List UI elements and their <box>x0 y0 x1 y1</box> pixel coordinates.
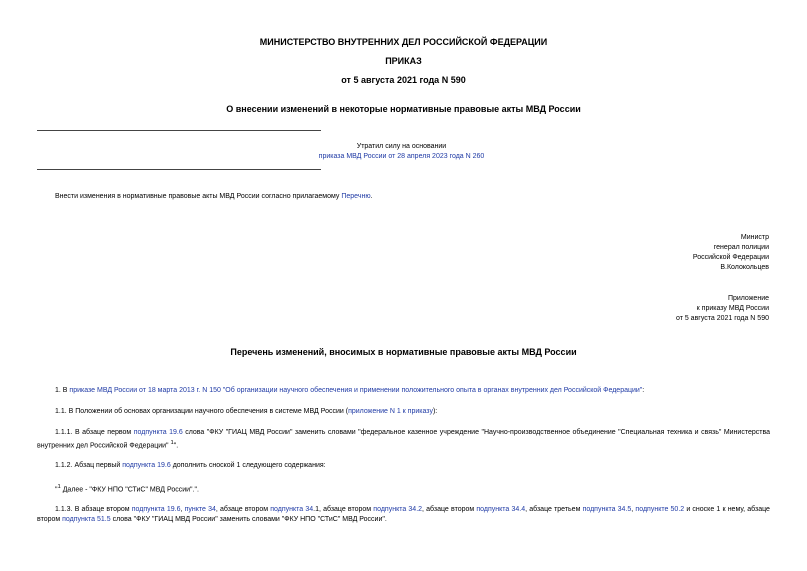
item-1-1-1 <box>37 428 770 451</box>
footnote-text <box>55 482 199 495</box>
link-34-5[interactable]: подпункта 34.5 <box>582 506 632 513</box>
appendix-1-link[interactable]: приложение N 1 к приказу <box>348 408 433 415</box>
sep-5: , абзаце третьем <box>525 506 583 513</box>
appendix-order: к приказу МВД России <box>696 305 769 312</box>
document-subject: О внесении изменений в некоторые нормативные правовые акты МВД России <box>226 104 581 114</box>
footnote-quote: " <box>55 486 58 494</box>
item-1-1-1-a: 1.1.1. В абзаце первом <box>55 429 134 436</box>
item-1-1-3 <box>37 505 770 525</box>
subpoint-19-6-link-2[interactable]: подпункта 19.6 <box>122 462 171 469</box>
item-1-1-1-d: ". <box>173 442 179 450</box>
link-34-4[interactable]: подпункта 34.4 <box>476 506 526 513</box>
sep-1: , <box>180 506 185 513</box>
link-34-1[interactable]: подпункта 34 <box>270 506 314 513</box>
document-date-number: от 5 августа 2021 года N 590 <box>341 75 466 85</box>
item-1-1-post: ): <box>432 408 438 415</box>
divider-bottom <box>37 169 321 170</box>
footnote-mark: 1 <box>170 440 174 446</box>
link-34-2[interactable]: подпункта 34.2 <box>373 506 423 513</box>
signature-position: Министр <box>740 234 769 241</box>
repeal-order-link[interactable]: приказа МВД России от 28 апреля 2023 года N 260 <box>318 153 485 160</box>
intro-end: . <box>370 193 373 200</box>
item-1-1-3-a: 1.1.3. В абзаце втором <box>55 506 132 513</box>
item-1-1-2 <box>55 461 326 471</box>
list-link[interactable]: Перечню <box>341 193 371 200</box>
item-1-1 <box>55 407 437 417</box>
appendix-label: Приложение <box>727 295 769 302</box>
link-19-6[interactable]: подпункта 19.6 <box>131 506 181 513</box>
signature-name: В.Колокольцев <box>720 264 769 271</box>
sep-4: , абзаце втором <box>422 506 477 513</box>
item-1-1-1-b: слова "ФКУ "ГИАЦ МВД России" заменить словами "федеральное казенное учреждение "Научно-производственное объединение "Специальная техника и связь" Министерства внутренних дел Российской Федерации" <box>37 429 770 450</box>
link-50-2[interactable]: подпункте 50.2 <box>635 506 685 513</box>
intro-text: Внести изменения в нормативные правовые акты МВД России согласно прилагаемому <box>55 193 342 200</box>
link-34[interactable]: пункте 34 <box>184 506 216 513</box>
footnote-number: 1 <box>57 484 61 490</box>
sep-2: , абзаце втором <box>215 506 271 513</box>
intro-paragraph <box>55 192 373 202</box>
subpoint-19-6-link[interactable]: подпункта 19.6 <box>133 429 183 436</box>
appendix-block <box>676 294 769 324</box>
item-1 <box>55 386 644 396</box>
sep-7: и сноске 1 к нему, абзаце втором <box>37 506 770 523</box>
sep-8: слова "ФКУ "ГИАЦ МВД России" заменить словами "ФКУ НПО "СТиС" МВД России". <box>110 516 387 523</box>
ministry-heading: МИНИСТЕРСТВО ВНУТРЕННИХ ДЕЛ РОССИЙСКОЙ ФЕДЕРАЦИИ <box>259 37 548 47</box>
item-1-1-2-b: дополнить сноской 1 следующего содержания: <box>170 462 326 469</box>
item-1-post: : <box>642 387 645 394</box>
signature-rank: генерал полиции <box>713 244 769 251</box>
item-1-1-pre: 1.1. В Положении об основах организации научного обеспечения в системе МВД России ( <box>55 408 349 415</box>
document-type: ПРИКАЗ <box>385 56 422 66</box>
item-1-1-2-a: 1.1.2. Абзац первый <box>55 462 123 469</box>
sep-6: , <box>631 506 636 513</box>
footnote-body: Далее - "ФКУ НПО "СТиС" МВД России".". <box>60 486 199 494</box>
item-1-pre: 1. В <box>55 387 70 394</box>
order-150-link[interactable]: приказе МВД России от 18 марта 2013 г. N 150 "Об организации научного обеспечения и применении положительного опыта в органах внутренних дел Российской Федерации" <box>69 387 643 394</box>
sep-3: .1, абзаце втором <box>313 506 374 513</box>
link-51-5[interactable]: подпункта 51.5 <box>62 516 111 523</box>
appendix-title: Перечень изменений, вносимых в нормативные правовые акты МВД России <box>230 347 577 357</box>
status-block <box>0 142 807 162</box>
signature-country: Российской Федерации <box>692 254 769 261</box>
divider-top <box>37 130 321 131</box>
appendix-date: от 5 августа 2021 года N 590 <box>675 315 769 322</box>
status-line: Утратил силу на основании <box>356 143 447 150</box>
signature-block <box>693 233 769 273</box>
